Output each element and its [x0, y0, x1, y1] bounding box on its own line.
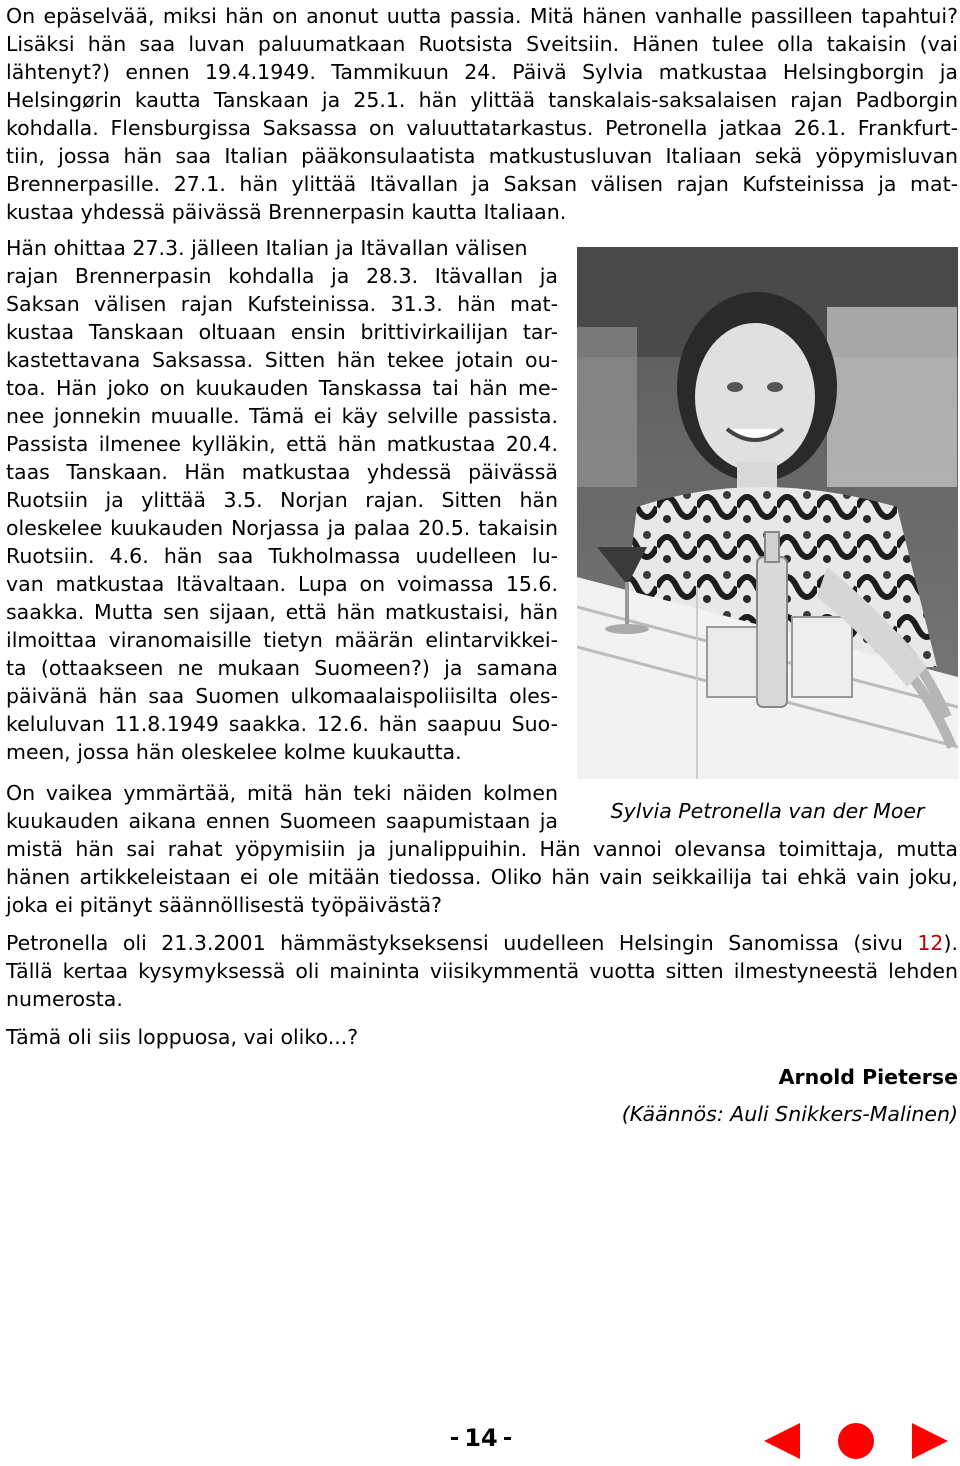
photo-caption: Sylvia Petronella van der Moer	[610, 799, 925, 823]
next-icon[interactable]	[910, 1421, 950, 1461]
text-line: nee jonnekin muualle. Tämä ei käy selville passista.	[6, 404, 558, 428]
text-line: meen, jossa hän oleskelee kolme kuukautta.	[6, 740, 462, 764]
text-line: lähtenyt?) ennen 19.4.1949. Tammikuun 24. Päivä Sylvia matkustaa Helsingborgin ja	[6, 60, 958, 84]
text-line: taas Tanskaan. Hän matkustaa yhdessä päivässä	[6, 460, 558, 484]
text-line: Saksan välisen rajan Kufsteinissa. 31.3. hän mat-	[6, 292, 558, 316]
text-line: van matkustaa Itävaltaan. Lupa on voimassa 15.6.	[6, 572, 558, 596]
text-line	[6, 929, 958, 957]
text-line: kastettavana Saksassa. Sitten hän tekee jotain ou-	[6, 348, 558, 372]
text-line: keluluvan 11.8.1949 saakka. 12.6. hän saapuu Suo-	[6, 712, 558, 736]
text-line: Ruotsiin ja ylittää 3.5. Norjan rajan. Sitten hän	[6, 488, 558, 512]
portrait-photo	[577, 247, 958, 779]
text-line: tiin, jossa hän saa Italian pääkonsulaatista matkustusluvan Italiaan sekä yöpymisluvan	[6, 144, 958, 168]
text-line: oleskelee kuukauden Norjassa ja palaa 20.5. takaisin	[6, 516, 558, 540]
text-line: hänen artikkeleistaan ei ole mitään tiedossa. Oliko hän vain seikkailija tai ehkä vain joku,	[6, 865, 958, 889]
text-line: mistä hän sai rahat yöpymisiin ja junalippuihin. Hän vannoi olevansa toimittaja, mutta	[6, 837, 958, 861]
page-number	[445, 1421, 517, 1455]
photo-illustration	[577, 247, 958, 779]
paragraph-5: Tämä oli siis loppuosa, vai oliko...?	[6, 1025, 359, 1049]
text-line: toa. Hän joko on kuukauden Tanskassa tai hän me-	[6, 376, 558, 400]
text-line: kuukauden aikana ennen Suomeen saapumistaan ja	[6, 809, 558, 833]
dash-right	[504, 1437, 511, 1440]
text-line: Passista ilmenee kylläkin, että hän matkustaa 20.4.	[6, 432, 558, 456]
text-line: saakka. Mutta sen sijaan, että hän matkustaisi, hän	[6, 600, 558, 624]
text-span: ).	[943, 931, 958, 955]
text-line: Ruotsiin. 4.6. hän saa Tukholmassa uudelleen lu-	[6, 544, 558, 568]
page-reference-link[interactable]: 12	[917, 931, 944, 955]
text-line: Tällä kertaa kysymyksessä oli maininta viisikymmentä vuotta sitten ilmestyneestä lehden	[6, 959, 958, 983]
dash-left	[451, 1437, 458, 1440]
text-line: ilmoittaa viranomaisille tietyn määrän elintarvikkei-	[6, 628, 558, 652]
text-line: kustaa Tanskaan oltuaan ensin brittivirkailijan tar-	[6, 320, 558, 344]
text-line: kustaa yhdessä päivässä Brennerpasin kautta Italiaan.	[6, 200, 567, 224]
text-line: On epäselvää, miksi hän on anonut uutta passia. Mitä hänen vanhalle passilleen tapahtui?	[6, 4, 958, 28]
text-line: On vaikea ymmärtää, mitä hän teki näiden kolmen	[6, 781, 558, 805]
text-line: Helsingørin kautta Tanskaan ja 25.1. hän ylittää tanskalais-saksalaisen rajan Padborgin	[6, 88, 958, 112]
text-span: Petronella oli 21.3.2001 hämmästykseksensi uudelleen Helsingin Sanomissa (sivu	[6, 931, 918, 955]
page-number-text: 14	[464, 1424, 498, 1452]
text-line: ta (ottaakseen ne mukaan Suomeen?) ja samana	[6, 656, 558, 680]
text-line: joka ei pitänyt säännöllisestä työpäivästä?	[6, 893, 442, 917]
circle-icon[interactable]	[836, 1421, 876, 1461]
prev-icon[interactable]	[762, 1421, 802, 1461]
text-line: Hän ohittaa 27.3. jälleen Italian ja Itävallan välisen	[6, 236, 528, 260]
text-line: numerosta.	[6, 987, 123, 1011]
author-name: Arnold Pieterse	[778, 1065, 958, 1089]
text-line: päivänä hän saa Suomen ulkomaalaispoliisilta oles-	[6, 684, 558, 708]
text-line: rajan Brennerpasin kohdalla ja 28.3. Itävallan ja	[6, 264, 558, 288]
translator-credit: (Käännös: Auli Snikkers-Malinen)	[621, 1102, 958, 1126]
text-line: Brennerpasille. 27.1. hän ylittää Itävallan ja Saksan välisen rajan Kufsteinissa ja mat-	[6, 172, 958, 196]
text-line: kohdalla. Flensburgissa Saksassa on valuuttatarkastus. Petronella jatkaa 26.1. Frankfurt-	[6, 116, 958, 140]
text-line: Lisäksi hän saa luvan paluumatkaan Ruotsista Sveitsiin. Hänen tulee olla takaisin (vai	[6, 32, 958, 56]
